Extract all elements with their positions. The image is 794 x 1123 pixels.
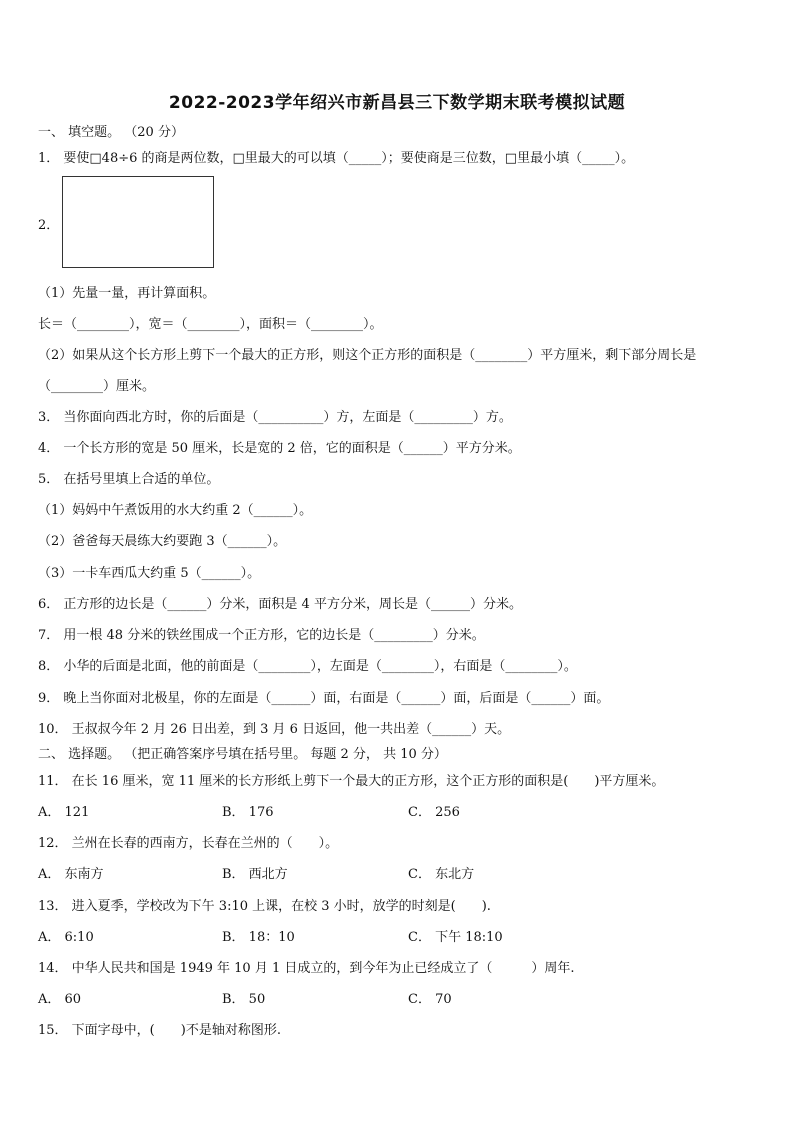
question-15: 15． 下面字母中，( )不是轴对称图形.	[38, 1023, 281, 1038]
question-2-sub2-line1: （2）如果从这个长方形上剪下一个最大的正方形，则这个正方形的面积是（________）平方厘米，剩下部分周长是	[38, 348, 697, 363]
question-6: 6． 正方形的边长是（______）分米，面积是 4 平方分米，周长是（______）分米。	[38, 597, 522, 612]
question-2-sub1: （1）先量一量，再计算面积。	[38, 286, 216, 301]
question-5: 5． 在括号里填上合适的单位。	[38, 472, 220, 487]
question-2-sub2-line2: （________）厘米。	[38, 379, 156, 394]
q13-option-b: B． 18：10	[222, 930, 295, 945]
question-14: 14． 中华人民共和国是 1949 年 10 月 1 日成立的，到今年为止已经成立了（ ）周年.	[38, 961, 575, 976]
question-5-3: （3）一卡车西瓜大约重 5（______）。	[38, 566, 261, 581]
question-2-number: 2．	[38, 218, 60, 233]
question-7: 7． 用一根 48 分米的铁丝围成一个正方形，它的边长是（_________）分米。	[38, 628, 485, 643]
q11-option-b: B． 176	[222, 805, 274, 820]
q14-option-c: C． 70	[408, 992, 452, 1007]
question-9: 9． 晚上当你面对北极星，你的左面是（______）面，右面是（______）面，后面是（______）面。	[38, 691, 610, 706]
question-4: 4． 一个长方形的宽是 50 厘米，长是宽的 2 倍，它的面积是（______）平方分米。	[38, 441, 521, 456]
q14-option-a: A． 60	[38, 992, 82, 1007]
q11-option-c: C． 256	[408, 805, 460, 820]
question-12: 12． 兰州在长春的西南方，长春在兰州的（ ）。	[38, 836, 339, 851]
section-heading-choice: 二、 选择题。 （把正确答案序号填在括号里。 每题 2 分， 共 10 分）	[38, 747, 447, 762]
q11-option-a: A． 121	[38, 805, 90, 820]
q14-option-b: B． 50	[222, 992, 266, 1007]
q13-option-a: A． 6:10	[38, 930, 94, 945]
question-8: 8． 小华的后面是北面，他的前面是（________），左面是（________），右面是（________）。	[38, 659, 577, 674]
q13-option-c: C． 下午 18:10	[408, 930, 503, 945]
q12-option-a: A． 东南方	[38, 867, 104, 882]
question-10: 10． 王叔叔今年 2 月 26 日出差，到 3 月 6 日返回，他一共出差（______）天。	[38, 722, 511, 737]
rectangle-figure	[62, 176, 214, 268]
question-1: 1． 要使□48÷6 的商是两位数，□里最大的可以填（_____）；要使商是三位数，□里最小填（_____）。	[38, 151, 635, 166]
question-11: 11． 在长 16 厘米，宽 11 厘米的长方形纸上剪下一个最大的正方形，这个正方形的面积是( )平方厘米。	[38, 774, 665, 789]
question-5-1: （1）妈妈中午煮饭用的水大约重 2（______）。	[38, 503, 313, 518]
q12-option-c: C． 东北方	[408, 867, 475, 882]
question-13: 13． 进入夏季，学校改为下午 3:10 上课，在校 3 小时，放学的时刻是( ).	[38, 899, 491, 914]
section-heading-fill-blank: 一、 填空题。 （20 分）	[38, 125, 184, 140]
q12-option-b: B． 西北方	[222, 867, 288, 882]
page-title: 2022-2023学年绍兴市新昌县三下数学期末联考模拟试题	[168, 93, 626, 113]
question-5-2: （2）爸爸每天晨练大约要跑 3（______）。	[38, 534, 287, 549]
question-2-sub1-fill: 长＝（________），宽＝（________），面积＝（________）。	[38, 317, 383, 332]
question-3: 3． 当你面向西北方时，你的后面是（__________）方，左面是（_________）方。	[38, 410, 512, 425]
